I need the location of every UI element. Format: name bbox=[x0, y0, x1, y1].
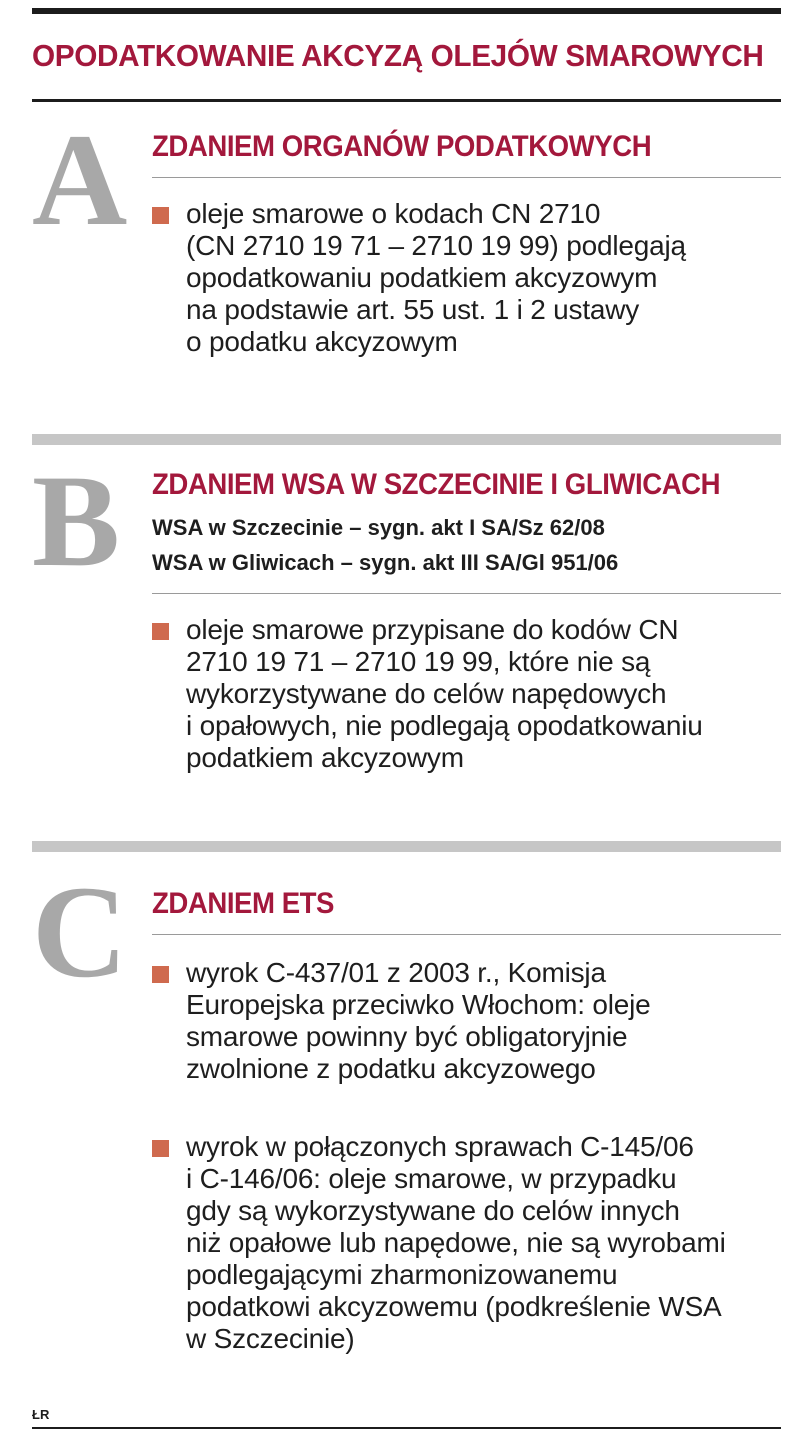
bullet-square-icon bbox=[152, 966, 169, 983]
top-rule bbox=[32, 8, 781, 14]
section-letter-a: A bbox=[32, 106, 128, 253]
section-heading-a: ZDANIEM ORGANÓW PODATKOWYCH bbox=[152, 130, 652, 163]
bullet-square-icon bbox=[152, 623, 169, 640]
section-letter-c: C bbox=[32, 858, 128, 1005]
section-divider bbox=[32, 841, 781, 852]
section-letter-b: B bbox=[32, 447, 121, 594]
section-c-rule bbox=[152, 934, 781, 935]
section-divider bbox=[32, 434, 781, 445]
list-item-text: oleje smarowe o kodach CN 2710 (CN 2710 19 71 – 2710 19 99) podlegają opodatkowaniu podatkiem akcyzowym na podstawie art. 55 ust. 1 i 2 ustawy o podatku akcyzowym bbox=[186, 198, 686, 357]
page-title: OPODATKOWANIE AKCYZĄ OLEJÓW SMAROWYCH bbox=[32, 38, 764, 73]
author-credit: ŁR bbox=[32, 1407, 50, 1422]
list-item-text: wyrok C-437/01 z 2003 r., Komisja Europejska przeciwko Włochom: oleje smarowe powinny być obligatoryjnie zwolnione z podatku akcyzowego bbox=[186, 957, 651, 1084]
case-reference: WSA w Gliwicach – sygn. akt III SA/Gl 951/06 bbox=[152, 550, 619, 575]
case-reference: WSA w Szczecinie – sygn. akt I SA/Sz 62/08 bbox=[152, 515, 605, 540]
bullet-square-icon bbox=[152, 1140, 169, 1157]
section-heading-c: ZDANIEM ETS bbox=[152, 887, 335, 920]
list-item-text: wyrok w połączonych sprawach C-145/06 i C-146/06: oleje smarowe, w przypadku gdy są wykorzystywane do celów innych niż opałowe lub napędowe, nie są wyrobami podlegającymi zharmonizowanemu podatkowi akcyzowemu (podkreślenie WSA w Szczecinie) bbox=[186, 1131, 726, 1354]
bullet-square-icon bbox=[152, 207, 169, 224]
section-a-rule bbox=[152, 177, 781, 178]
title-rule bbox=[32, 99, 781, 102]
section-heading-b: ZDANIEM WSA W SZCZECINIE I GLIWICACH bbox=[152, 468, 721, 501]
section-b-rule bbox=[152, 593, 781, 594]
bottom-rule bbox=[32, 1427, 781, 1429]
list-item-text: oleje smarowe przypisane do kodów CN 2710 19 71 – 2710 19 99, które nie są wykorzystywane do celów napędowych i opałowych, nie podlegają opodatkowaniu podatkiem akcyzowym bbox=[186, 614, 703, 773]
